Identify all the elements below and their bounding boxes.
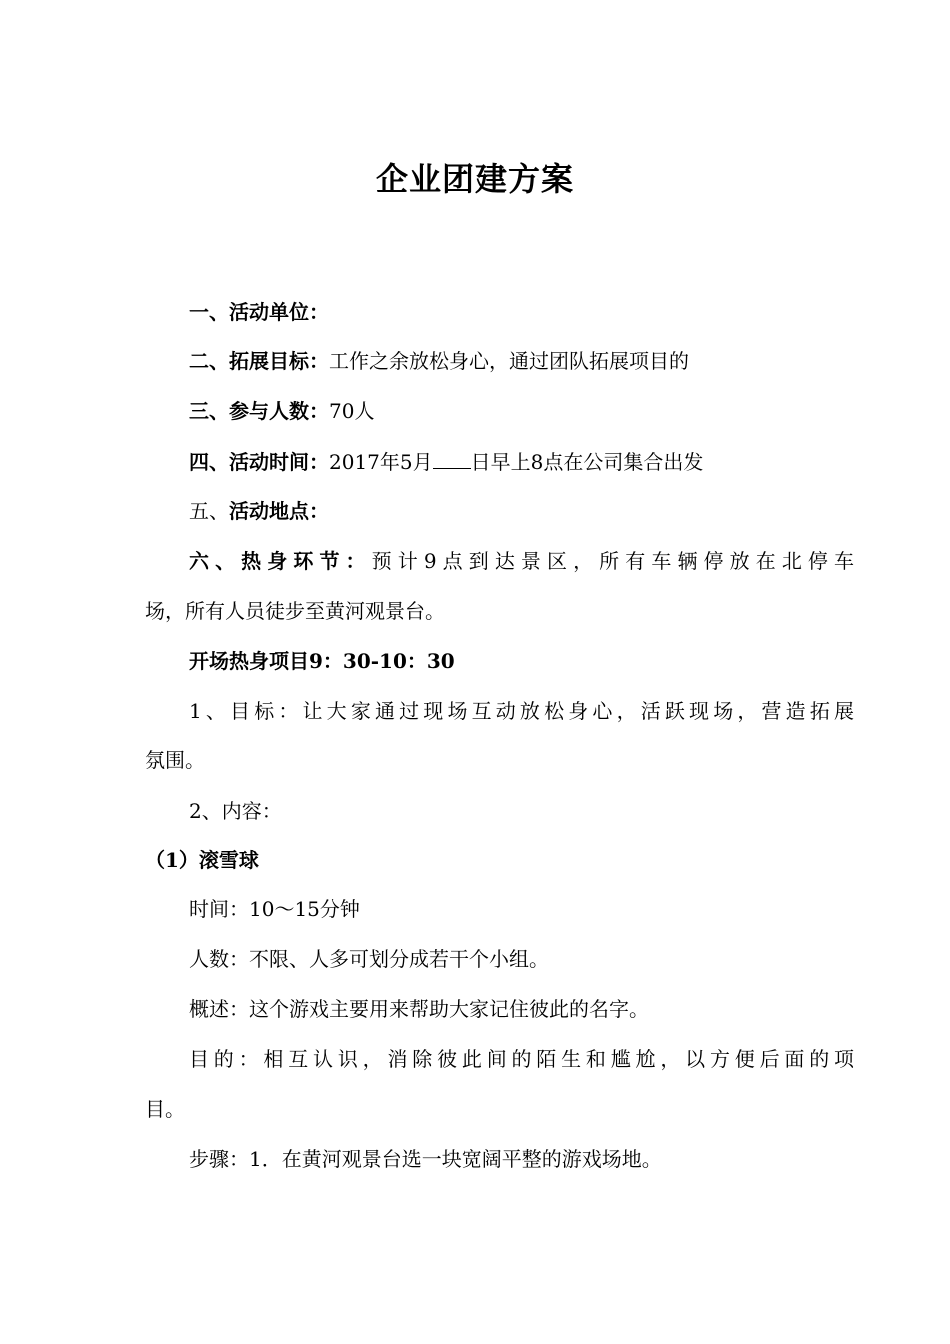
game-people: 人数：不限、人多可划分成若干个小组。 [189, 947, 549, 971]
section-activity-time [145, 446, 854, 477]
section-value-date: 2017年5月 [329, 450, 433, 474]
section-label: 四、活动时间： [189, 450, 329, 474]
section-warmup-line1 [145, 546, 854, 576]
opening-goal-line1: 1、目标：让大家通过现场互动放松身心，活跃现场，营造拓展 [189, 699, 854, 723]
game-overview: 概述：这个游戏主要用来帮助大家记住彼此的名字。 [189, 997, 649, 1021]
section-expansion-goal [145, 346, 854, 376]
game-purpose-line2: 目。 [145, 1097, 185, 1121]
section-activity-unit [145, 297, 854, 327]
section-activity-place [145, 496, 854, 526]
section-participants [145, 396, 854, 426]
section-value-rest: 日早上8点在公司集合出发 [470, 450, 704, 474]
section-label: 六、热身环节： [189, 549, 372, 573]
section-label: 二、拓展目标： [189, 349, 329, 373]
opening-goal-line2: 氛围。 [145, 748, 205, 772]
section-label: 活动地点： [229, 499, 329, 523]
section-label: 一、活动单位： [189, 300, 329, 324]
section-warmup-line2: 场，所有人员徒步至黄河观景台。 [145, 599, 445, 623]
game-time: 时间：10～15分钟 [189, 897, 360, 921]
section-value: 预计9点到达景区，所有车辆停放在北停车 [371, 549, 854, 573]
section-value: 70人 [329, 399, 375, 423]
opening-heading: 开场热身项目9：30-10：30 [189, 649, 455, 673]
date-blank-underline [433, 446, 471, 469]
document-title: 企业团建方案 [375, 160, 574, 198]
opening-content: 2、内容： [189, 799, 282, 823]
section-number: 五、 [189, 499, 229, 523]
game-heading: （1）滚雪球 [145, 848, 259, 872]
game-steps: 步骤：1．在黄河观景台选一块宽阔平整的游戏场地。 [189, 1147, 662, 1171]
section-value: 工作之余放松身心，通过团队拓展项目的 [329, 349, 689, 373]
section-label: 三、参与人数： [189, 399, 329, 423]
game-purpose-line1: 目的：相互认识，消除彼此间的陌生和尴尬，以方便后面的项 [189, 1047, 854, 1071]
